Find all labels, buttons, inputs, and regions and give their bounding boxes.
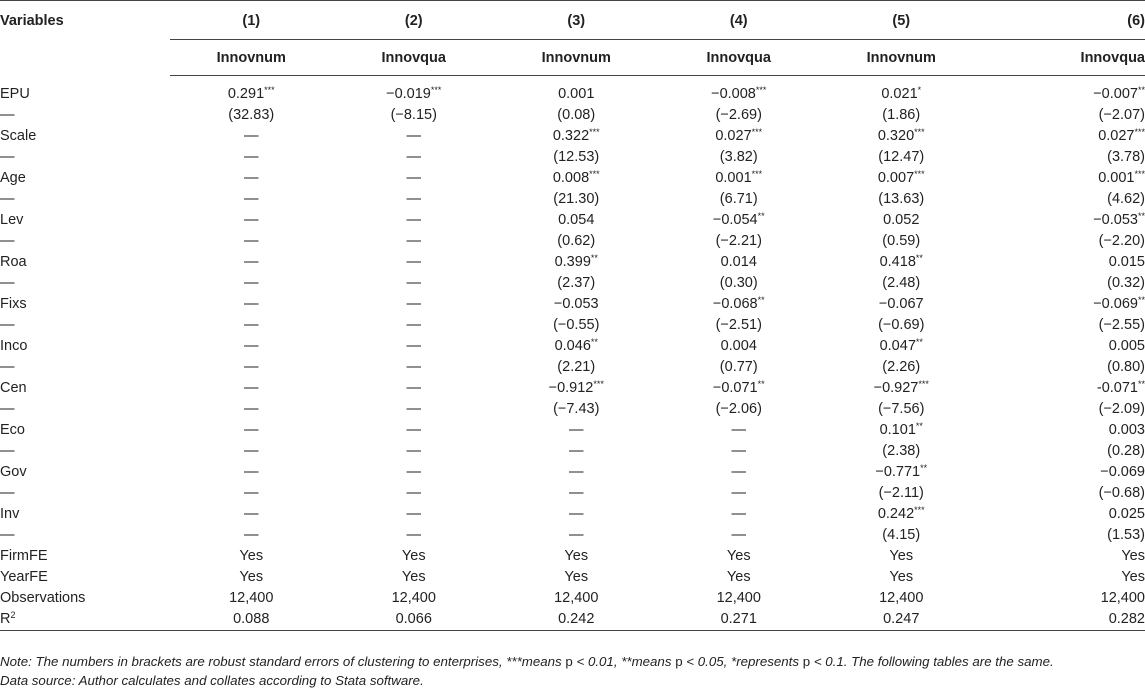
note-text-part: Note: The numbers in brackets are robust standard errors of clustering to enterprises, ***means <box>0 654 566 669</box>
table-row <box>0 357 1145 378</box>
table-cell: 0.027*** <box>715 127 763 144</box>
row-label: — <box>0 107 15 123</box>
table-cell: 12,400 <box>1100 590 1145 606</box>
table-cell: — <box>244 443 259 459</box>
table-cell: — <box>244 212 259 228</box>
row-label: Cen <box>0 380 27 396</box>
table-cell: −0.912*** <box>548 379 604 396</box>
table-cell: — <box>406 380 421 396</box>
table-cell: -0.071** <box>1096 379 1145 396</box>
table-cell: — <box>406 317 421 333</box>
table-row <box>0 252 1145 273</box>
table-cell: 0.004 <box>720 338 757 354</box>
table-cell: — <box>569 527 584 543</box>
table-cell: 0.007*** <box>877 169 925 186</box>
table-cell: (0.28) <box>1107 443 1145 459</box>
table-cell: Yes <box>564 569 589 585</box>
table-cell: — <box>731 422 746 438</box>
table-cell: (−2.21) <box>715 233 762 249</box>
table-cell: — <box>244 233 259 249</box>
row-label: Age <box>0 170 26 186</box>
note-text-part: p <box>675 654 683 669</box>
column-name: Innovnum <box>820 40 983 76</box>
table-cell: (−2.55) <box>1098 317 1145 333</box>
table-cell: −0.054** <box>712 211 765 228</box>
table-cell: 0.001*** <box>715 169 763 186</box>
table-cell: — <box>244 464 259 480</box>
table-cell: — <box>406 527 421 543</box>
table-cell: 0.015 <box>1108 254 1145 270</box>
table-cell: −0.053 <box>553 296 599 312</box>
row-label: — <box>0 359 15 375</box>
column-number: (6) <box>983 1 1145 40</box>
row-label: — <box>0 191 15 207</box>
table-cell: (4.62) <box>1107 191 1145 207</box>
table-cell: Yes <box>401 548 426 564</box>
table-cell: — <box>406 191 421 207</box>
table-cell: (21.30) <box>553 191 600 207</box>
table-cell: — <box>244 506 259 522</box>
table-cell: 0.242*** <box>877 505 925 522</box>
row-label: Inco <box>0 338 28 354</box>
table-cell: — <box>406 296 421 312</box>
table-cell: (2.37) <box>557 275 596 291</box>
column-number: (1) <box>170 1 333 40</box>
table-cell: −0.069 <box>1100 464 1145 480</box>
table-cell: Yes <box>1121 569 1145 585</box>
row-label: — <box>0 149 15 165</box>
table-cell: 0.418** <box>879 253 923 270</box>
table-cell: 0.320*** <box>877 127 925 144</box>
table-cell: (2.38) <box>882 443 921 459</box>
table-cell: −0.053** <box>1093 211 1145 228</box>
table-row <box>0 525 1145 546</box>
table-row <box>0 294 1145 315</box>
table-row <box>0 378 1145 399</box>
table-cell: Yes <box>889 548 914 564</box>
table-cell: — <box>406 170 421 186</box>
table-cell: −0.008*** <box>711 85 767 102</box>
table-cell: 12,400 <box>554 590 599 606</box>
table-cell: (0.08) <box>557 107 596 123</box>
row-label: — <box>0 317 15 333</box>
table-cell: 12,400 <box>391 590 436 606</box>
table-cell: 12,400 <box>716 590 761 606</box>
column-name: Innovnum <box>170 40 333 76</box>
table-cell: — <box>731 464 746 480</box>
table-cell: — <box>406 443 421 459</box>
table-cell: 0.066 <box>333 609 496 631</box>
row-label: Inv <box>0 506 20 522</box>
table-cell: — <box>731 527 746 543</box>
table-cell: (12.53) <box>553 149 600 165</box>
table-cell: — <box>406 422 421 438</box>
table-cell: 0.046** <box>554 337 598 354</box>
column-name: Innovnum <box>495 40 658 76</box>
table-cell: Yes <box>564 548 589 564</box>
table-cell: — <box>244 485 259 501</box>
table-cell: (−2.11) <box>878 485 924 501</box>
table-row <box>0 462 1145 483</box>
table-cell: — <box>731 485 746 501</box>
note-text-part: p <box>802 654 811 669</box>
table-cell: — <box>569 506 584 522</box>
row-label: — <box>0 233 15 249</box>
row-label: Lev <box>0 212 24 228</box>
table-cell: 0.014 <box>720 254 757 270</box>
table-cell: — <box>406 149 421 165</box>
table-cell: −0.067 <box>878 296 924 312</box>
column-name-row <box>0 40 1145 76</box>
table-cell: (6.71) <box>719 191 758 207</box>
table-cell: (0.59) <box>882 233 921 249</box>
table-row <box>0 609 1145 631</box>
table-cell: (2.48) <box>882 275 921 291</box>
note-text-part: < 0.01, **means <box>572 654 676 669</box>
table-cell: — <box>406 485 421 501</box>
table-cell: — <box>244 380 259 396</box>
table-cell: (−7.56) <box>878 401 925 417</box>
table-cell: — <box>244 527 259 543</box>
table-cell: (3.78) <box>1107 149 1145 165</box>
table-cell: — <box>244 338 259 354</box>
table-cell: (32.83) <box>228 107 275 123</box>
row-label: Gov <box>0 464 27 480</box>
table-cell: (2.21) <box>557 359 596 375</box>
row-label: Fixs <box>0 296 27 312</box>
table-cell: 0.047** <box>879 337 923 354</box>
table-cell: 0.088 <box>170 609 333 631</box>
table-cell: — <box>406 464 421 480</box>
row-label: — <box>0 527 15 543</box>
table-cell: 0.242 <box>495 609 658 631</box>
table-cell: (−0.69) <box>878 317 925 333</box>
table-cell: 0.025 <box>1108 506 1145 522</box>
table-row <box>0 210 1145 231</box>
row-label: YearFE <box>0 569 48 585</box>
table-cell: (13.63) <box>878 191 925 207</box>
table-cell: 12,400 <box>879 590 924 606</box>
row-label: — <box>0 443 15 459</box>
row-label: Eco <box>0 422 25 438</box>
table-cell: — <box>569 464 584 480</box>
table-cell: Yes <box>239 548 264 564</box>
table-cell: (1.53) <box>1107 527 1145 543</box>
table-row <box>0 315 1145 336</box>
table-cell: (−0.68) <box>1098 485 1145 501</box>
row-label: — <box>0 485 15 501</box>
table-cell: −0.927*** <box>873 379 929 396</box>
column-number: (3) <box>495 1 658 40</box>
table-cell: (0.62) <box>557 233 596 249</box>
row-label: Observations <box>0 590 86 606</box>
table-cell: — <box>244 128 259 144</box>
row-label: Roa <box>0 254 27 270</box>
table-cell: — <box>244 254 259 270</box>
table-cell: — <box>244 170 259 186</box>
row-label: — <box>0 401 15 417</box>
column-number: (4) <box>658 1 821 40</box>
table-row <box>0 567 1145 588</box>
table-cell: (−2.06) <box>715 401 762 417</box>
table-cell: (−7.43) <box>553 401 600 417</box>
column-number: (2) <box>333 1 496 40</box>
table-cell: — <box>244 296 259 312</box>
row-label: FirmFE <box>0 548 48 564</box>
note-text-part: p <box>565 654 573 669</box>
table-cell: −0.007** <box>1093 85 1145 102</box>
table-cell: −0.068** <box>712 295 765 312</box>
table-cell: — <box>244 275 259 291</box>
table-cell: (−2.07) <box>1098 107 1145 123</box>
table-cell: −0.071** <box>712 379 765 396</box>
table-row <box>0 105 1145 126</box>
table-cell: 0.282 <box>983 609 1145 631</box>
table-cell: 0.322*** <box>552 127 600 144</box>
table-cell: Yes <box>726 548 751 564</box>
note-data-source: Data source: Author calculates and collates according to Stata software. <box>0 673 424 688</box>
table-cell: 0.008*** <box>552 169 600 186</box>
table-cell: — <box>244 359 259 375</box>
table-cell: 0.003 <box>1108 422 1145 438</box>
table-cell: 0.021* <box>881 85 922 102</box>
table-cell: — <box>406 401 421 417</box>
table-cell: — <box>569 443 584 459</box>
table-cell: 0.291*** <box>227 85 275 102</box>
table-row <box>0 147 1145 168</box>
row-label: EPU <box>0 85 30 102</box>
table-cell: — <box>244 317 259 333</box>
note-significance <box>0 652 1145 671</box>
table-cell: (1.86) <box>882 107 921 123</box>
table-cell: — <box>244 401 259 417</box>
row-label: — <box>0 275 15 291</box>
table-cell: — <box>569 422 584 438</box>
table-row <box>0 504 1145 525</box>
table-cell: — <box>731 506 746 522</box>
table-row <box>0 168 1145 189</box>
column-name: Innovqua <box>333 40 496 76</box>
table-cell: (0.80) <box>1107 359 1145 375</box>
table-cell: Yes <box>239 569 264 585</box>
table-row <box>0 336 1145 357</box>
table-row <box>0 231 1145 252</box>
column-name: Innovqua <box>658 40 821 76</box>
note-text-part: < 0.05, *represents <box>682 654 803 669</box>
table-cell: — <box>569 485 584 501</box>
table-cell: (4.15) <box>882 527 921 543</box>
table-cell: 0.399** <box>554 253 598 270</box>
table-cell: — <box>406 275 421 291</box>
table-cell: — <box>731 443 746 459</box>
table-cell: (3.82) <box>719 149 758 165</box>
table-row <box>0 76 1145 106</box>
table-cell: (12.47) <box>878 149 925 165</box>
table-cell: (0.30) <box>719 275 758 291</box>
table-cell: — <box>406 233 421 249</box>
table-cell: (0.77) <box>719 359 758 375</box>
table-body <box>0 76 1145 631</box>
table-notes <box>0 652 1145 690</box>
table-cell: — <box>244 422 259 438</box>
table-cell: Yes <box>726 569 751 585</box>
table-cell: 0.001*** <box>1098 169 1145 186</box>
table-cell: 0.054 <box>558 212 595 228</box>
table-cell: — <box>406 254 421 270</box>
table-row <box>0 441 1145 462</box>
table-cell: — <box>406 212 421 228</box>
table-cell: 12,400 <box>229 590 274 606</box>
note-text-part: < 0.1. The following tables are the same. <box>810 654 1054 669</box>
table-cell: −0.771** <box>875 463 928 480</box>
table-row <box>0 420 1145 441</box>
row-label: Scale <box>0 128 37 144</box>
table-cell: 0.052 <box>883 212 920 228</box>
table-cell: (−2.20) <box>1098 233 1145 249</box>
column-name: Innovqua <box>983 40 1145 76</box>
table-cell: — <box>406 359 421 375</box>
table-row <box>0 399 1145 420</box>
table-cell: 0.247 <box>820 609 983 631</box>
table-cell: Yes <box>401 569 426 585</box>
table-cell: (0.32) <box>1107 275 1145 291</box>
table-cell: — <box>406 128 421 144</box>
table-cell: (−8.15) <box>390 107 437 123</box>
row-label: $R^2$ <box>0 609 170 631</box>
table-cell: — <box>406 506 421 522</box>
table-row <box>0 588 1145 609</box>
table-cell: −0.019*** <box>386 85 442 102</box>
table-cell: Yes <box>889 569 914 585</box>
table-row <box>0 546 1145 567</box>
table-row <box>0 483 1145 504</box>
row-label-superscript: 2 <box>10 610 16 620</box>
table-cell: (−2.09) <box>1098 401 1145 417</box>
table-cell: 0.027*** <box>1098 127 1145 144</box>
column-number-row <box>0 1 1145 40</box>
table-cell: 0.271 <box>658 609 821 631</box>
table-cell: (2.26) <box>882 359 921 375</box>
table-row <box>0 126 1145 147</box>
table-cell: (−2.69) <box>715 107 762 123</box>
variables-header: Variables <box>0 13 64 29</box>
table-cell: 0.001 <box>558 86 595 102</box>
table-row <box>0 273 1145 294</box>
table-cell: Yes <box>1121 548 1145 564</box>
table-row <box>0 189 1145 210</box>
table-cell: (−0.55) <box>553 317 600 333</box>
table-cell: — <box>244 149 259 165</box>
table-cell: (−2.51) <box>715 317 762 333</box>
table-cell: — <box>244 191 259 207</box>
table-cell: 0.101** <box>879 421 923 438</box>
table-cell: 0.005 <box>1108 338 1145 354</box>
table-cell: −0.069** <box>1093 295 1145 312</box>
table-cell: — <box>406 338 421 354</box>
column-number: (5) <box>820 1 983 40</box>
